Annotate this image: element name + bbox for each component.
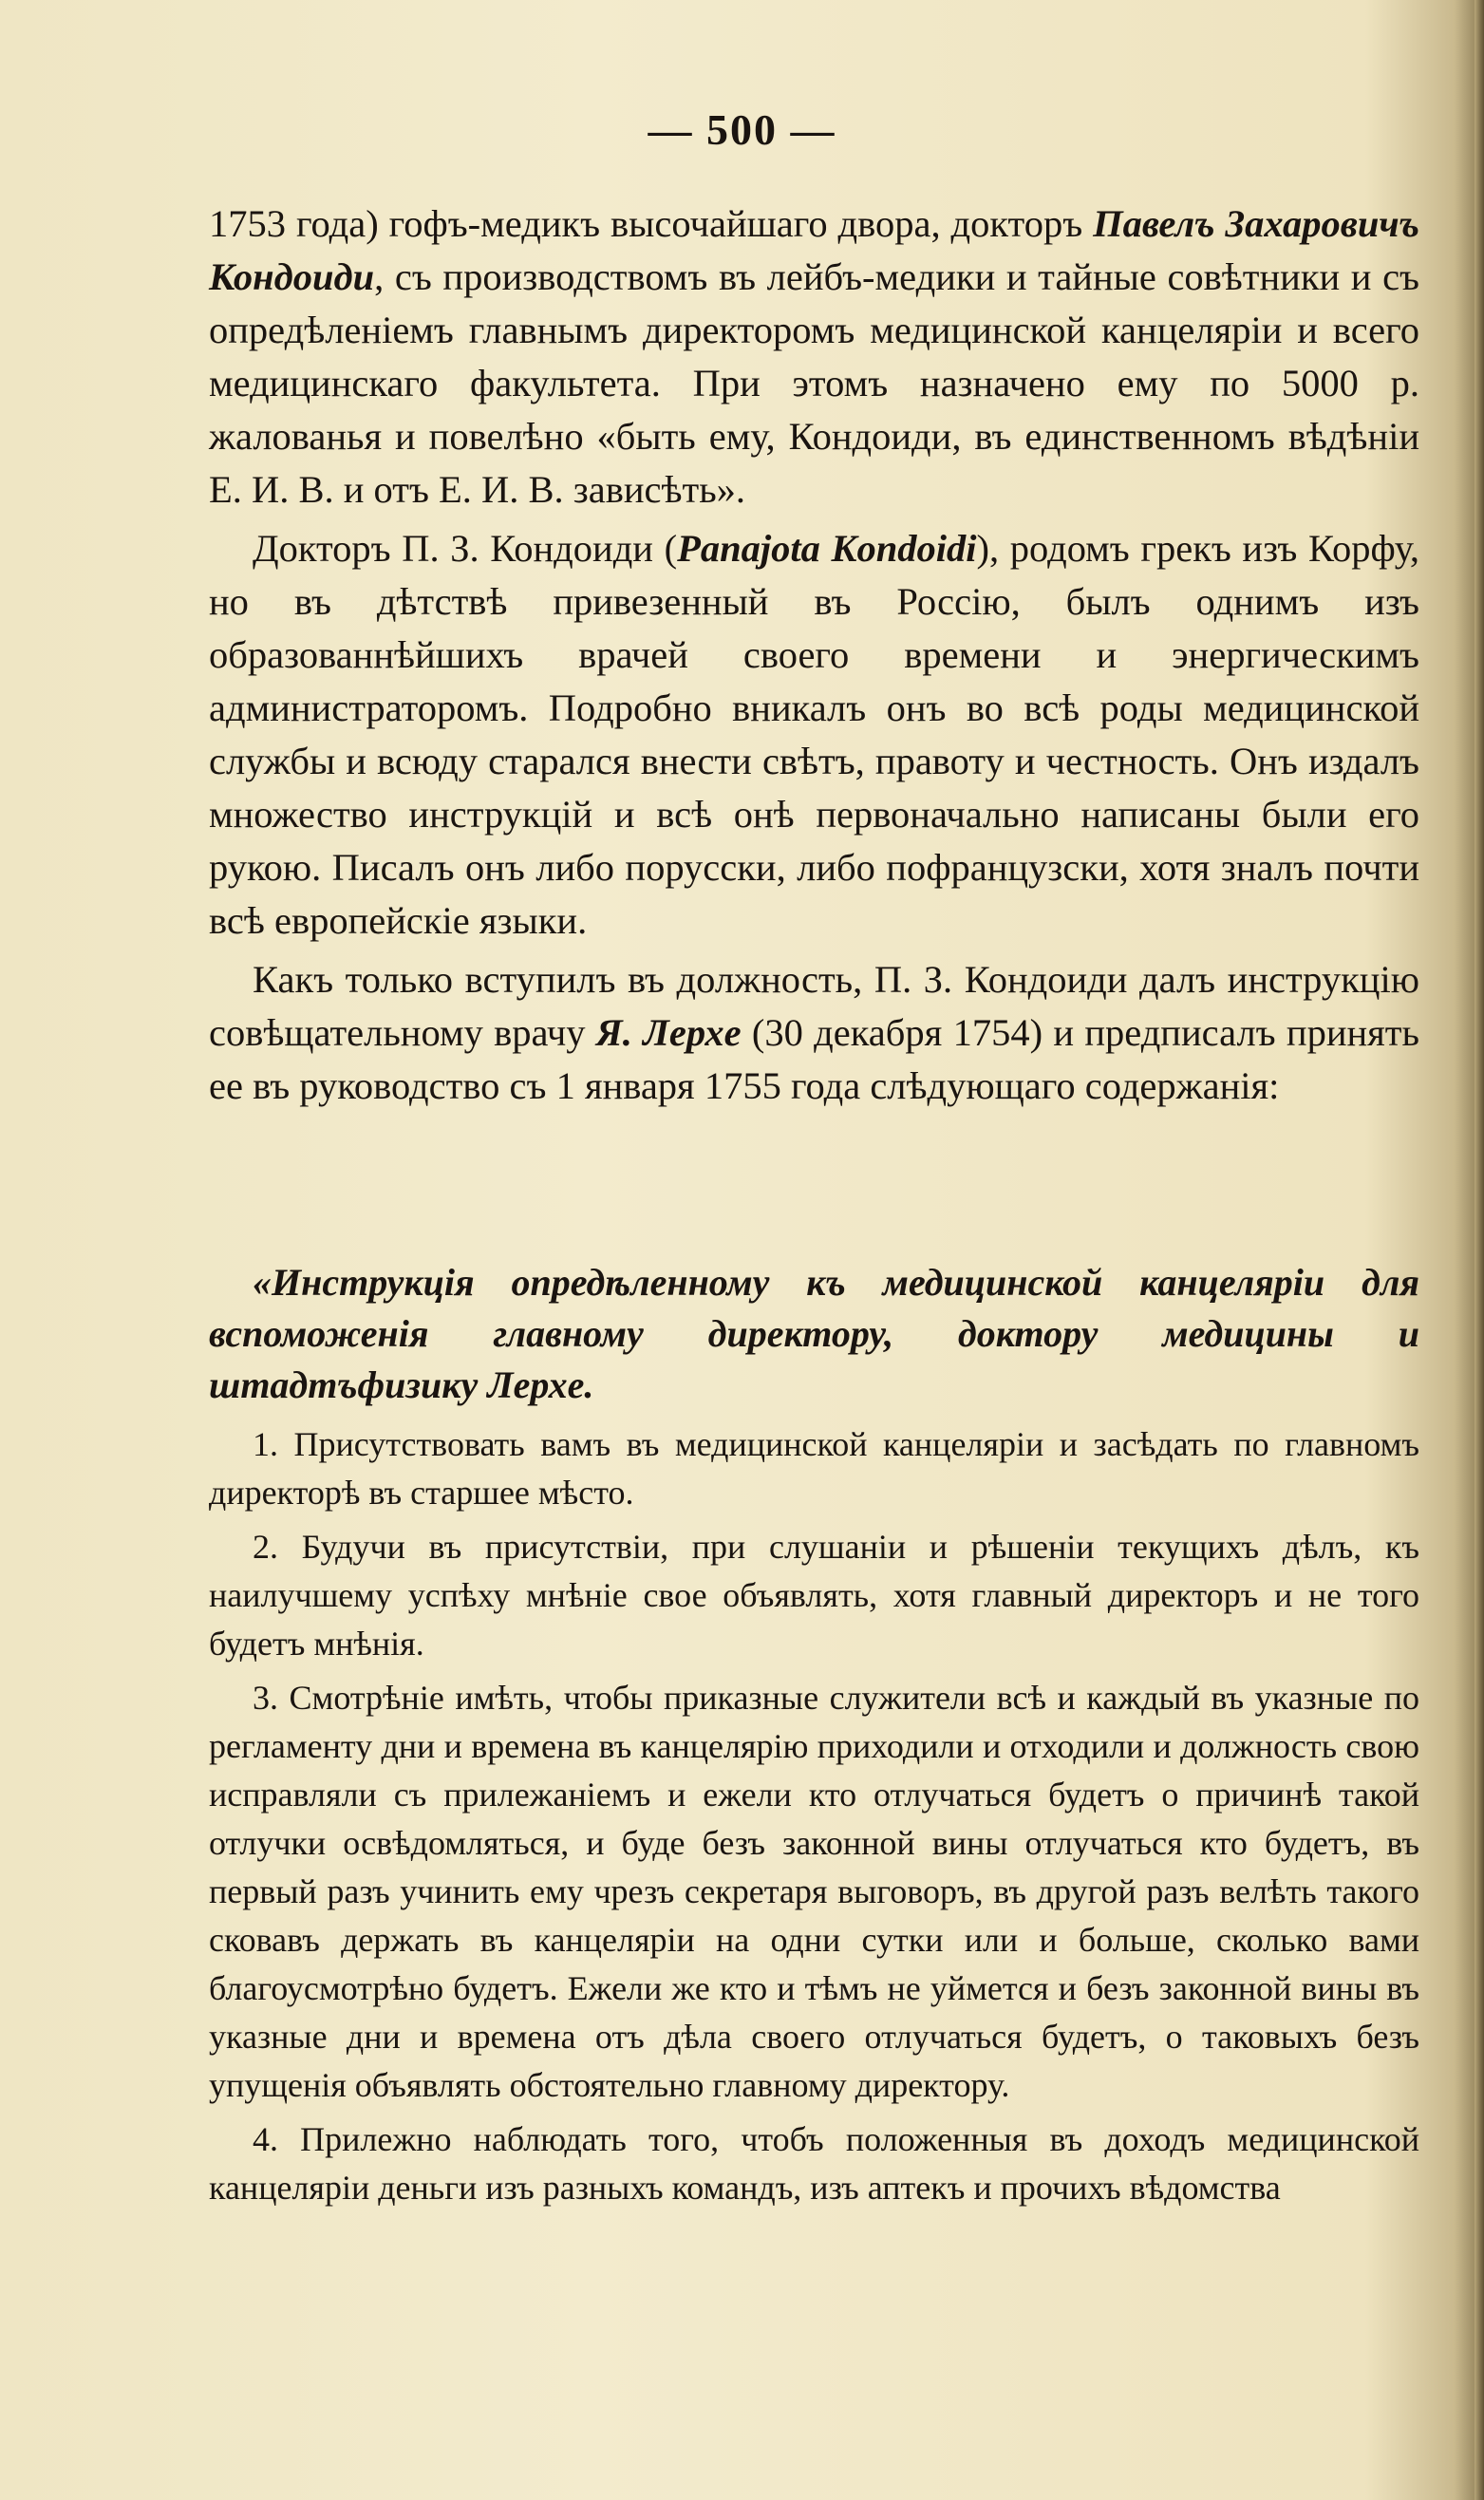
paragraph-2-end: ), родомъ грекъ изъ Корфу, но въ дѣтствѣ привезенный въ Россію, былъ однимъ изъ образованнѣйшихъ врачей своего времени и энергическимъ администраторомъ. Подробно вникалъ онъ во всѣ роды медицинской службы и всюду старался внести свѣтъ, правоту и честность. Онъ издалъ множество инструкцій и всѣ онѣ первоначально написаны были его рукою. Писалъ онъ либо порусски, либо пофранцузски, хотя зналъ почти всѣ европейскіе языки.: [209, 527, 1420, 942]
instruction-item-3: 3. Смотрѣніе имѣть, чтобы приказные служители всѣ и каждый въ указные по регламенту дни и времена въ канцелярію приходили и отходили и должность свою исправляли съ прилежаніемъ и ежели кто отлучаться будетъ о причинѣ такой отлучки освѣдомляться, и буде безъ законной вины отлучаться кто будетъ, въ первый разъ учинить ему чрезъ секретаря выговоръ, въ другой разъ велѣть такого сковавъ держать въ канцеляріи на одни сутки или и больше, сколько вами благоусмотрѣно будетъ. Ежели же кто и тѣмъ не уймется и безъ законной вины въ указные дни и времена отъ дѣла своего отлучаться будетъ, о таковыхъ безъ упущенія объявлять обстоятельно главному директору.: [209, 1679, 1419, 2104]
instruction-block: [209, 1257, 1419, 2212]
paragraph-3-end: (30 декабря 1754) и предписалъ принять ее въ руководство съ 1 января 1755 года слѣдующаго содержанія:: [209, 1011, 1419, 1107]
page-number: — 500 —: [648, 105, 836, 154]
doctor-name: Я. Лерхе: [595, 1011, 742, 1054]
paragraph-3: [209, 953, 1419, 1113]
paragraph-1: [209, 197, 1419, 517]
instruction-item-1: 1. Присутствовать вамъ въ медицинской канцеляріи и засѣдать по главномъ директорѣ въ старшее мѣсто.: [209, 1425, 1419, 1512]
instruction-item-4: 4. Прилежно наблюдать того, чтобъ положенныя въ доходъ медицинской канцеляріи деньги изъ разныхъ командъ, изъ аптекъ и прочихъ вѣдомства: [209, 2120, 1419, 2207]
instruction-title: «Инструкція опредѣленному къ медицинской канцеляріи для вспоможенія главному директору, доктору медицины и штадтъфизику Лерхе.: [209, 1261, 1419, 1406]
latin-name: Panajota Kondoidi: [677, 527, 977, 570]
instruction-item-2: 2. Будучи въ присутствіи, при слушаніи и рѣшеніи текущихъ дѣлъ, къ наилучшему успѣху мнѣніе свое объявлять, хотя главный директоръ и не того будетъ мнѣнія.: [209, 1528, 1419, 1663]
main-text: [209, 197, 1419, 1113]
paragraph-1-end: , съ производствомъ въ лейбъ-медики и тайные совѣтники и съ опредѣленіемъ главнымъ директоромъ медицинской канцеляріи и всего медицинскаго факультета. При этомъ назначено ему по 5000 р. жалованья и повелѣно «быть ему, Кондоиди, въ единственномъ вѣдѣніи Е. И. В. и отъ Е. И. В. зависѣть».: [209, 255, 1419, 511]
person-name: Павелъ Захаровичъ Кондоиди: [209, 202, 1419, 298]
paragraph-1-start: 1753 года) гофъ-медикъ высочайшаго двора, докторъ: [209, 202, 1094, 245]
paragraph-2-start: Докторъ П. З. Кондоиди (: [253, 527, 678, 570]
book-spine-edge: [1475, 0, 1484, 2500]
paragraph-3-start: Какъ только вступилъ въ должность, П. З. Кондоиди далъ инструкцію совѣщательному врачу: [209, 958, 1419, 1054]
paragraph-2: [209, 522, 1419, 948]
